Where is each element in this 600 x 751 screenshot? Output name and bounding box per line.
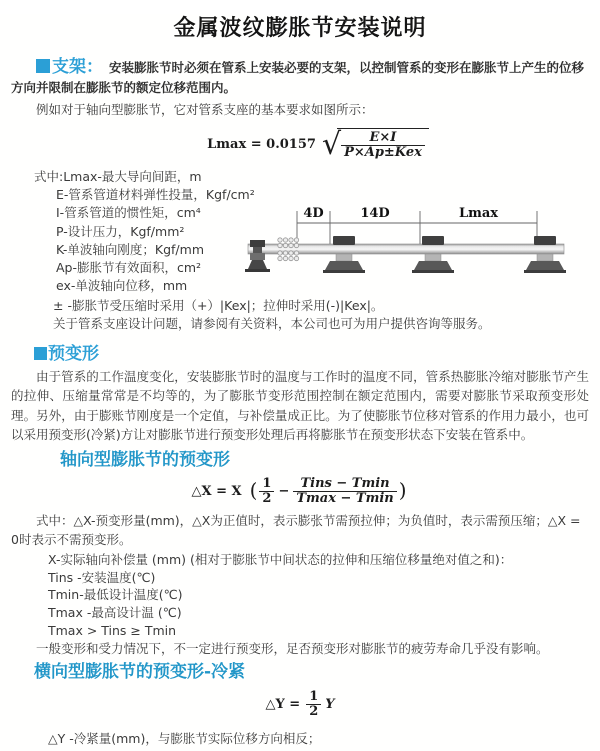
definition-item: ex-单波轴向位移，mm — [56, 278, 188, 294]
axial-general-note: 一般变形和受力情况下，不一定进行预变形，足否预变形对膨胀节的疲劳寿命几乎没有影响。 — [36, 641, 549, 657]
half-denominator: 2 — [259, 491, 274, 506]
formula-lateral-fraction — [306, 690, 321, 719]
section-bullet-icon — [34, 347, 47, 360]
right-paren: ) — [398, 478, 407, 503]
service-note: 关于管系支座设计问题，请参阅有关资料，本公司也可为用户提供咨询等服务。 — [53, 316, 491, 332]
definition-item: K-单波轴向刚度；Kgf/mm — [56, 241, 204, 257]
half-numerator: 1 — [309, 688, 319, 704]
section-bullet-icon — [36, 59, 50, 73]
lateral-subheading: 横向型膨胀节的预变形-冷紧 — [34, 662, 246, 683]
temp-numerator: Tins − Tmin — [300, 476, 390, 492]
formula-lmax-denominator: P×Ap±Kex — [341, 145, 425, 160]
formula-lateral — [0, 689, 600, 719]
formula-lmax-fraction — [341, 131, 425, 160]
formula-lateral-rhs: Y — [325, 696, 335, 712]
lateral-cold-tight-note: △Y -冷紧量(mm)，与膨胀节实际位移方向相反； — [48, 731, 321, 747]
definition-item: I-管系管道的惯性矩，cm⁴ — [56, 205, 201, 221]
dim-label-14d: 14D — [360, 206, 390, 221]
half-numerator: 1 — [262, 476, 272, 492]
dim-label-lmax: Lmax — [458, 206, 499, 221]
temp-denominator: Tmax − Tmin — [293, 491, 396, 506]
support-requirement-diagram — [244, 207, 596, 299]
guide-support — [524, 236, 566, 273]
temperature-definitions-list — [48, 569, 600, 639]
formula-lmax-radicand — [337, 128, 429, 160]
definition-item: Tmax -最高设计温 (℃) — [48, 604, 182, 620]
predeform-paragraph: 由于管系的工作温度变化，安装膨胀节时的温度与工作时的温度不同，管系热膨胀冷缩对膨胀节产生的拉伸、压缩量常常是不均等的，为了膨胀节变形范围控制在额定范围内，需要对膨胀节采取预变形处理。另外，由于膨账节刚度是一个定值，与补偿量成正比。为了使膨胀节位移对管系的作用力最小，也可以采用预变形(冷紧)方让对膨胀节进行预变形处理后再将膨胀节在预变形状态下安装在管系中。 — [11, 368, 589, 443]
definition-item: Tins -安装温度(℃) — [48, 569, 156, 585]
formula-axial-lhs: △X = X — [191, 484, 242, 500]
sqrt-icon: √ — [321, 127, 342, 162]
formula-lmax-numerator: E×I — [369, 130, 397, 145]
formula-lmax — [18, 126, 600, 162]
definition-item: Tmax > Tins ≥ Tmin — [48, 622, 177, 638]
axial-x-definition: X-实际轴向补偿量 (mm) (相对于膨胀节中间状态的拉伸和压缩位移量绝对值之和)： — [48, 551, 513, 567]
guide-support — [323, 236, 365, 273]
minus-operator: − — [278, 484, 290, 500]
document-page — [0, 14, 600, 751]
formula-axial — [0, 475, 600, 509]
guide-support — [412, 236, 454, 273]
axial-subheading: 轴向型膨胀节的预变形 — [60, 449, 230, 470]
page-title: 金属波纹膨胀节安装说明 — [173, 16, 427, 41]
axial-explain-paragraph: 式中：△X-预变形量(mm)，△X为正值时，表示膨张节需预拉伸；为负值时，表示需预压缩；△X = 0时表示不需预变形。 — [11, 512, 581, 548]
definition-item: P-设计压力，Kgf/mm² — [56, 223, 185, 239]
half-denominator: 2 — [306, 704, 321, 719]
formula-axial-temp-fraction — [293, 477, 396, 506]
predeform-section-heading — [34, 343, 600, 365]
definition-item: Ap-膨胀节有效面积，cm² — [56, 260, 202, 276]
support-example-line: 例如对于轴向型膨胀节，它对管系支座的基本要求如图所示： — [36, 102, 374, 117]
support-intro-text: 安装膨胀节时必须在管系上安装必要的支架，以控制管系的变形在膨胀节上产生的位移方向并限制在膨胀节的额定位移范围内。 — [11, 60, 585, 95]
formula-axial-half-fraction — [259, 477, 274, 506]
formula-lateral-lhs: △Y = — [265, 696, 301, 712]
predeform-heading-text: 预变形 — [48, 343, 99, 364]
definition-item: Tmin-最低设计温度(℃) — [48, 587, 183, 603]
support-section-paragraph — [11, 57, 589, 98]
definition-item: E-管系管道材料弹性投量，Kgf/cm² — [56, 187, 255, 202]
symbol-definitions-intro: 式中:Lmax-最大导向间距，m — [34, 169, 202, 184]
formula-lmax-lhs: Lmax = 0.0157 — [207, 136, 316, 152]
support-section-heading: 支架： — [52, 57, 103, 77]
dim-label-4d: 4D — [303, 206, 324, 221]
left-paren: ( — [249, 478, 258, 503]
plus-minus-note: ± -膨胀节受压缩时采用（+）|Kex|；拉伸时采用(-)|Kex|。 — [53, 297, 384, 313]
